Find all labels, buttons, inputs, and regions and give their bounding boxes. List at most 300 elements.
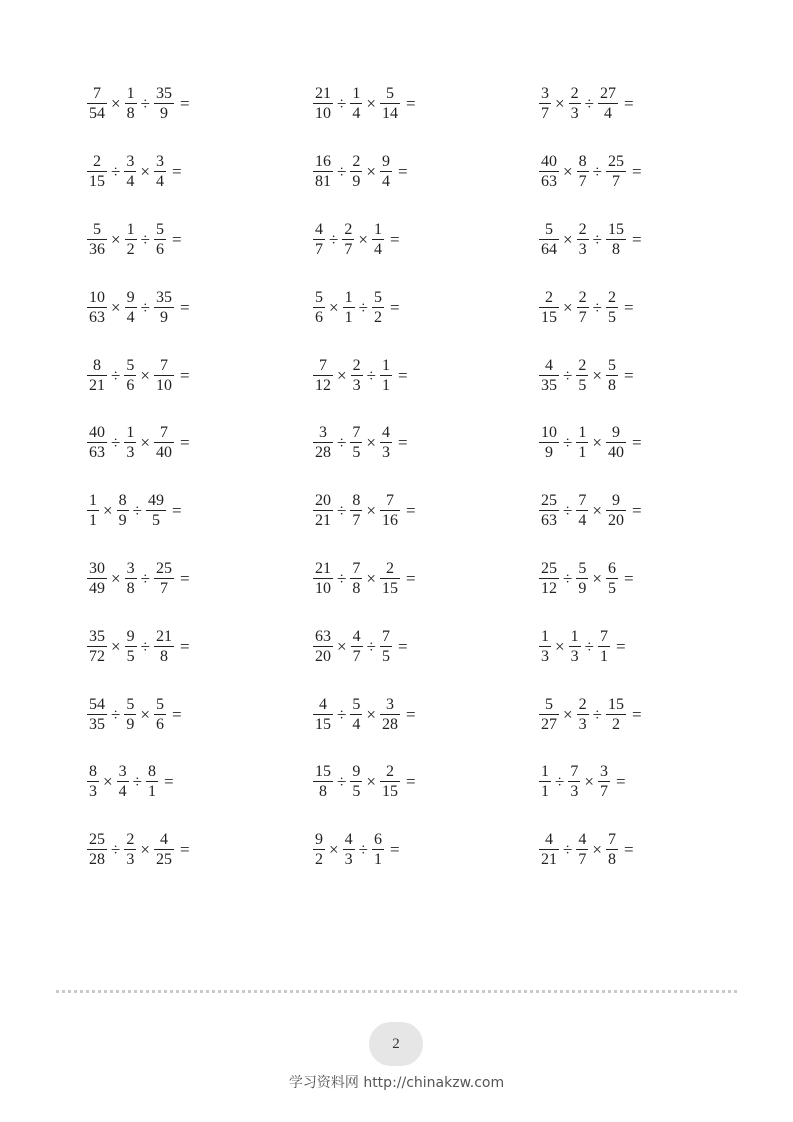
- denominator: 5: [151, 512, 160, 530]
- numerator: 1: [126, 220, 135, 238]
- fraction-bar: [539, 849, 559, 850]
- denominator: 3: [570, 105, 579, 123]
- operator: ×: [111, 636, 121, 656]
- operator: ×: [366, 704, 376, 724]
- operator: ×: [366, 772, 376, 792]
- numerator: 9: [352, 763, 361, 781]
- operator: ×: [555, 636, 565, 656]
- denominator: 25: [155, 851, 172, 869]
- operator: ×: [103, 501, 113, 521]
- operator: ÷: [366, 365, 376, 385]
- numerator: 3: [155, 153, 164, 171]
- denominator: 6: [315, 308, 323, 326]
- fraction-bar: [380, 781, 400, 782]
- numerator: 1: [373, 220, 382, 238]
- denominator: 5: [607, 308, 616, 326]
- numerator: 20: [315, 492, 331, 510]
- equals-sign: =: [179, 365, 190, 385]
- fraction: [380, 153, 392, 190]
- fraction-bar: [606, 442, 626, 443]
- numerator: 9: [381, 153, 390, 171]
- fraction-bar: [87, 578, 107, 579]
- fraction-bar: [380, 714, 400, 715]
- equals-sign: =: [405, 501, 416, 521]
- fraction-bar: [124, 375, 136, 376]
- numerator: 10: [541, 424, 557, 442]
- denominator: 3: [541, 647, 549, 665]
- denominator: 15: [381, 579, 398, 597]
- problem-item: [538, 612, 726, 680]
- fraction: [380, 763, 400, 800]
- numerator: 3: [541, 85, 549, 103]
- operator: ÷: [584, 636, 594, 656]
- problem-item: [86, 748, 312, 816]
- footer-site-text: 学习资料网 http://chinakzw.com: [288, 1075, 505, 1091]
- problem-item: [86, 612, 312, 680]
- fraction-bar: [125, 239, 137, 240]
- numerator: 25: [155, 559, 172, 577]
- operator: ÷: [337, 94, 347, 114]
- numerator: 5: [155, 695, 164, 713]
- fraction: [154, 831, 174, 868]
- fraction-bar: [351, 646, 363, 647]
- operator: ×: [563, 229, 573, 249]
- numerator: 5: [545, 220, 553, 238]
- denominator: 3: [381, 444, 390, 462]
- equals-sign: =: [405, 568, 416, 588]
- numerator: 7: [352, 559, 361, 577]
- denominator: 3: [126, 444, 135, 462]
- numerator: 21: [155, 627, 172, 645]
- denominator: 8: [607, 376, 616, 394]
- fraction: [117, 492, 129, 529]
- denominator: 35: [541, 376, 557, 394]
- fraction: [154, 357, 174, 394]
- problem-item: [312, 477, 538, 545]
- operator: ×: [592, 365, 602, 385]
- operator: ÷: [337, 501, 347, 521]
- numerator: 4: [319, 695, 327, 713]
- equals-sign: =: [405, 94, 416, 114]
- numerator: 2: [607, 288, 616, 306]
- denominator: 21: [315, 512, 331, 530]
- fraction-bar: [342, 239, 354, 240]
- fraction-bar: [576, 510, 588, 511]
- numerator: 2: [578, 288, 587, 306]
- fraction: [313, 357, 333, 394]
- fraction-bar: [124, 849, 136, 850]
- denominator: 4: [352, 715, 361, 733]
- denominator: 4: [578, 512, 587, 530]
- fraction-bar: [380, 375, 392, 376]
- fraction-bar: [598, 103, 618, 104]
- fraction: [598, 85, 618, 122]
- operator: ÷: [337, 162, 347, 182]
- fraction: [87, 696, 107, 733]
- fraction-bar: [87, 171, 107, 172]
- numerator: 25: [607, 153, 624, 171]
- fraction: [313, 153, 333, 190]
- denominator: 1: [89, 512, 97, 530]
- operator: ×: [366, 568, 376, 588]
- problem-item: [86, 341, 312, 409]
- fraction-bar: [124, 171, 136, 172]
- denominator: 4: [126, 308, 135, 326]
- fraction: [598, 763, 610, 800]
- operator: ÷: [140, 636, 150, 656]
- problem-item: [312, 612, 538, 680]
- numerator: 5: [578, 559, 587, 577]
- fraction-bar: [313, 646, 333, 647]
- fraction-bar: [313, 510, 333, 511]
- fraction: [350, 492, 362, 529]
- denominator: 10: [315, 579, 331, 597]
- numerator: 7: [385, 492, 394, 510]
- numerator: 5: [315, 288, 323, 306]
- denominator: 3: [89, 783, 97, 801]
- numerator: 3: [599, 763, 608, 781]
- numerator: 40: [89, 424, 105, 442]
- fraction: [125, 85, 137, 122]
- equals-sign: =: [631, 229, 642, 249]
- numerator: 3: [118, 763, 127, 781]
- fraction-bar: [539, 103, 551, 104]
- fraction-bar: [124, 714, 136, 715]
- denominator: 3: [352, 376, 361, 394]
- fraction-bar: [313, 239, 325, 240]
- numerator: 25: [89, 831, 105, 849]
- denominator: 7: [344, 240, 353, 258]
- problem-item: [538, 816, 726, 884]
- fraction: [576, 560, 588, 597]
- fraction-bar: [606, 375, 618, 376]
- equals-sign: =: [615, 636, 626, 656]
- fraction-bar: [539, 510, 559, 511]
- problem-item: [538, 545, 726, 613]
- numerator: 54: [89, 695, 105, 713]
- numerator: 2: [344, 220, 353, 238]
- denominator: 7: [541, 105, 549, 123]
- fraction: [342, 221, 354, 258]
- denominator: 1: [599, 647, 608, 665]
- denominator: 6: [155, 715, 164, 733]
- fraction: [380, 424, 392, 461]
- denominator: 63: [541, 512, 557, 530]
- denominator: 7: [159, 579, 168, 597]
- numerator: 5: [352, 695, 361, 713]
- denominator: 8: [607, 851, 616, 869]
- numerator: 8: [578, 153, 587, 171]
- fraction: [539, 696, 559, 733]
- denominator: 1: [541, 783, 549, 801]
- denominator: 2: [373, 308, 382, 326]
- fraction: [380, 357, 392, 394]
- operator: ×: [329, 840, 339, 860]
- fraction: [539, 628, 551, 665]
- denominator: 7: [599, 783, 608, 801]
- numerator: 7: [599, 627, 608, 645]
- operator: ÷: [111, 162, 121, 182]
- fraction-bar: [539, 171, 559, 172]
- fraction: [125, 560, 137, 597]
- operator: ×: [111, 568, 121, 588]
- problem-item: [312, 341, 538, 409]
- numerator: 10: [89, 288, 105, 306]
- numerator: 3: [319, 424, 327, 442]
- equals-sign: =: [623, 365, 634, 385]
- fraction-bar: [606, 307, 618, 308]
- numerator: 2: [352, 153, 361, 171]
- fraction: [539, 357, 559, 394]
- fraction-bar: [350, 781, 362, 782]
- operator: ÷: [132, 501, 142, 521]
- operator: ×: [592, 568, 602, 588]
- fraction-bar: [350, 442, 362, 443]
- operator: ÷: [592, 162, 602, 182]
- fraction: [569, 85, 581, 122]
- denominator: 1: [578, 444, 587, 462]
- numerator: 4: [159, 831, 168, 849]
- problem-item: [538, 138, 726, 206]
- fraction-bar: [606, 171, 626, 172]
- equals-sign: =: [631, 162, 642, 182]
- fraction: [146, 763, 158, 800]
- fraction: [313, 696, 333, 733]
- numerator: 9: [611, 492, 620, 510]
- fraction: [539, 289, 559, 326]
- operator: ×: [140, 365, 150, 385]
- numerator: 4: [578, 831, 587, 849]
- equals-sign: =: [397, 636, 408, 656]
- fraction: [154, 289, 174, 326]
- problem-item: [538, 680, 726, 748]
- fraction-bar: [313, 714, 333, 715]
- equals-sign: =: [389, 840, 400, 860]
- fraction-bar: [539, 578, 559, 579]
- operator: ÷: [132, 772, 142, 792]
- numerator: 5: [545, 695, 553, 713]
- operator: ×: [111, 297, 121, 317]
- operator: ÷: [140, 568, 150, 588]
- operator: ×: [140, 433, 150, 453]
- numerator: 7: [159, 356, 168, 374]
- fraction-bar: [117, 781, 129, 782]
- numerator: 2: [570, 85, 579, 103]
- problem-item: [312, 138, 538, 206]
- fraction-bar: [154, 103, 174, 104]
- fraction-bar: [569, 646, 581, 647]
- numerator: 7: [352, 424, 361, 442]
- operator: ×: [592, 840, 602, 860]
- numerator: 8: [147, 763, 156, 781]
- fraction: [146, 492, 166, 529]
- operator: ÷: [366, 636, 376, 656]
- operator: ÷: [140, 229, 150, 249]
- fraction: [350, 153, 362, 190]
- numerator: 15: [607, 695, 624, 713]
- fraction-bar: [87, 239, 107, 240]
- equals-sign: =: [623, 297, 634, 317]
- fraction: [87, 357, 107, 394]
- problem-item: [312, 748, 538, 816]
- fraction: [606, 221, 626, 258]
- equals-sign: =: [179, 568, 190, 588]
- denominator: 2: [126, 240, 135, 258]
- denominator: 4: [381, 173, 390, 191]
- operator: ×: [366, 501, 376, 521]
- fraction-bar: [154, 714, 166, 715]
- fraction: [351, 628, 363, 665]
- problem-item: [312, 816, 538, 884]
- operator: ÷: [592, 297, 602, 317]
- denominator: 8: [126, 579, 135, 597]
- denominator: 3: [344, 851, 353, 869]
- numerator: 21: [315, 85, 331, 103]
- fraction: [568, 763, 580, 800]
- operator: ×: [358, 229, 368, 249]
- denominator: 7: [352, 647, 361, 665]
- operator: ×: [111, 229, 121, 249]
- numerator: 9: [611, 424, 620, 442]
- fraction: [576, 357, 588, 394]
- denominator: 6: [155, 240, 164, 258]
- fraction: [380, 85, 400, 122]
- fraction: [606, 560, 618, 597]
- operator: ÷: [337, 568, 347, 588]
- fraction-bar: [372, 307, 384, 308]
- fraction: [154, 153, 166, 190]
- fraction: [87, 289, 107, 326]
- fraction: [539, 153, 559, 190]
- denominator: 36: [89, 240, 105, 258]
- denominator: 28: [381, 715, 398, 733]
- operator: ×: [592, 433, 602, 453]
- numerator: 1: [570, 627, 579, 645]
- fraction-bar: [87, 849, 107, 850]
- denominator: 9: [159, 105, 168, 123]
- numerator: 2: [385, 763, 394, 781]
- fraction-bar: [313, 103, 333, 104]
- denominator: 12: [541, 579, 557, 597]
- numerator: 21: [315, 559, 331, 577]
- numerator: 1: [578, 424, 587, 442]
- numerator: 2: [578, 220, 587, 238]
- equals-sign: =: [623, 94, 634, 114]
- fraction-bar: [146, 510, 166, 511]
- numerator: 7: [319, 356, 327, 374]
- fraction-bar: [87, 103, 107, 104]
- problem-item: [86, 70, 312, 138]
- problem-item: [312, 545, 538, 613]
- equals-sign: =: [179, 94, 190, 114]
- numerator: 3: [385, 695, 394, 713]
- numerator: 49: [147, 492, 164, 510]
- fraction-bar: [350, 510, 362, 511]
- fraction-bar: [598, 646, 610, 647]
- denominator: 7: [578, 173, 587, 191]
- problem-item: [86, 477, 312, 545]
- operator: ×: [563, 704, 573, 724]
- problem-item: [538, 273, 726, 341]
- numerator: 1: [126, 424, 135, 442]
- fraction-bar: [350, 714, 362, 715]
- numerator: 6: [373, 831, 382, 849]
- denominator: 2: [611, 715, 620, 733]
- operator: ×: [555, 94, 565, 114]
- denominator: 7: [578, 851, 587, 869]
- fraction-bar: [154, 646, 174, 647]
- denominator: 4: [373, 240, 382, 258]
- operator: ×: [337, 365, 347, 385]
- operator: ÷: [563, 501, 573, 521]
- fraction: [313, 628, 333, 665]
- fraction-bar: [154, 442, 174, 443]
- fraction: [350, 763, 362, 800]
- problem-item: [538, 409, 726, 477]
- fraction: [539, 492, 559, 529]
- fraction-bar: [125, 103, 137, 104]
- numerator: 16: [315, 153, 331, 171]
- denominator: 10: [315, 105, 331, 123]
- fraction-bar: [313, 578, 333, 579]
- equals-sign: =: [179, 433, 190, 453]
- numerator: 15: [315, 763, 331, 781]
- numerator: 25: [541, 559, 557, 577]
- problem-item: [86, 273, 312, 341]
- equals-sign: =: [389, 297, 400, 317]
- fraction-bar: [154, 578, 174, 579]
- numerator: 40: [541, 153, 557, 171]
- denominator: 14: [381, 105, 398, 123]
- fraction-bar: [606, 510, 626, 511]
- fraction: [117, 763, 129, 800]
- fraction-bar: [569, 103, 581, 104]
- numerator: 4: [344, 831, 353, 849]
- fraction-bar: [154, 375, 174, 376]
- denominator: 15: [89, 173, 105, 191]
- denominator: 4: [603, 105, 612, 123]
- problem-item: [312, 409, 538, 477]
- operator: ×: [366, 162, 376, 182]
- fraction: [372, 221, 384, 258]
- fraction: [124, 357, 136, 394]
- numerator: 9: [126, 627, 135, 645]
- operator: ×: [366, 94, 376, 114]
- fraction: [577, 696, 589, 733]
- fraction: [539, 763, 551, 800]
- denominator: 3: [126, 851, 135, 869]
- denominator: 3: [578, 715, 587, 733]
- problem-item: [312, 273, 538, 341]
- fraction-bar: [606, 239, 626, 240]
- fraction-bar: [539, 239, 559, 240]
- problem-grid: [86, 70, 726, 884]
- equals-sign: =: [179, 840, 190, 860]
- denominator: 3: [578, 240, 587, 258]
- equals-sign: =: [171, 162, 182, 182]
- fraction-bar: [380, 442, 392, 443]
- fraction: [124, 153, 136, 190]
- numerator: 2: [578, 356, 587, 374]
- fraction-bar: [343, 849, 355, 850]
- operator: ÷: [592, 229, 602, 249]
- denominator: 20: [315, 647, 331, 665]
- fraction: [125, 289, 137, 326]
- fraction-bar: [350, 171, 362, 172]
- numerator: 35: [155, 85, 172, 103]
- numerator: 1: [541, 763, 549, 781]
- operator: ÷: [563, 568, 573, 588]
